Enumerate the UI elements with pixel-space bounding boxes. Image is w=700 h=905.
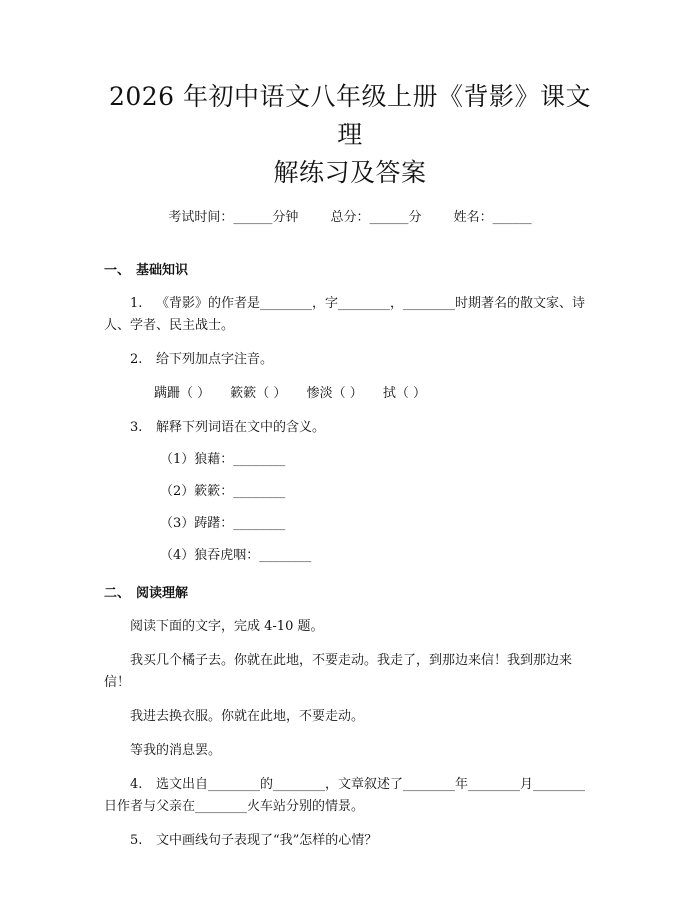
section-title: 阅读理解	[136, 586, 189, 601]
sub-question: （2）簌簌：________	[160, 484, 286, 499]
exam-info	[104, 208, 596, 228]
document-title	[104, 0, 596, 192]
question-number: 4.	[130, 777, 143, 792]
sub-question: （1）狼藉：________	[160, 452, 286, 467]
exam-score: 总分：______分	[330, 210, 422, 225]
title-line-2: 解练习及答案	[273, 158, 427, 187]
pinyin-item: 蹒跚（ ）	[154, 386, 211, 401]
section-heading-reading	[104, 584, 596, 604]
title-line-1: 2026 年初中语文八年级上册《背影》课文理	[108, 82, 592, 149]
pinyin-items	[104, 383, 596, 405]
section-heading-basics	[104, 261, 596, 281]
pinyin-item: 拭（ ）	[382, 386, 426, 401]
sub-question: （3）踌躇：________	[160, 516, 286, 531]
question-4	[104, 774, 596, 818]
section-title: 基础知识	[136, 263, 189, 278]
question-3	[104, 417, 596, 439]
question-number: 1.	[130, 296, 143, 311]
question-text: 选文出自________的________，文章叙述了________年________月________日作者与父亲在________火车站分别的情景。	[104, 777, 586, 814]
reading-paragraph: 我进去换衣服。你就在此地，不要走动。	[130, 709, 365, 724]
section-number: 二、	[104, 586, 131, 601]
question-1	[104, 293, 596, 337]
question-text: 给下列加点字注音。	[156, 352, 274, 367]
question-text: 文中画线句子表现了“我”怎样的心情？	[156, 833, 378, 848]
question-5	[104, 830, 596, 852]
section-number: 一、	[104, 263, 131, 278]
question-text: 《背影》的作者是________，字________，________时期著名的散文家、诗人、学者、民主战士。	[104, 296, 586, 333]
reading-intro: 阅读下面的文字，完成 4-10 题。	[130, 619, 324, 634]
reading-paragraph: 我买几个橘子去。你就在此地，不要走动。我走了，到那边来信！我到那边来信！	[104, 653, 573, 690]
reading-paragraph: 等我的消息罢。	[130, 743, 222, 758]
question-number: 3.	[130, 420, 143, 435]
sub-question: （4）狼吞虎咽：________	[160, 548, 312, 563]
question-text: 解释下列词语在文中的含义。	[156, 420, 326, 435]
pinyin-item: 惨淡（ ）	[306, 386, 363, 401]
question-number: 5.	[130, 833, 143, 848]
question-number: 2.	[130, 352, 143, 367]
exam-name: 姓名：______	[453, 210, 532, 225]
question-2	[104, 349, 596, 371]
pinyin-item: 簌簌（ ）	[230, 386, 287, 401]
exam-time: 考试时间：______分钟	[168, 210, 299, 225]
